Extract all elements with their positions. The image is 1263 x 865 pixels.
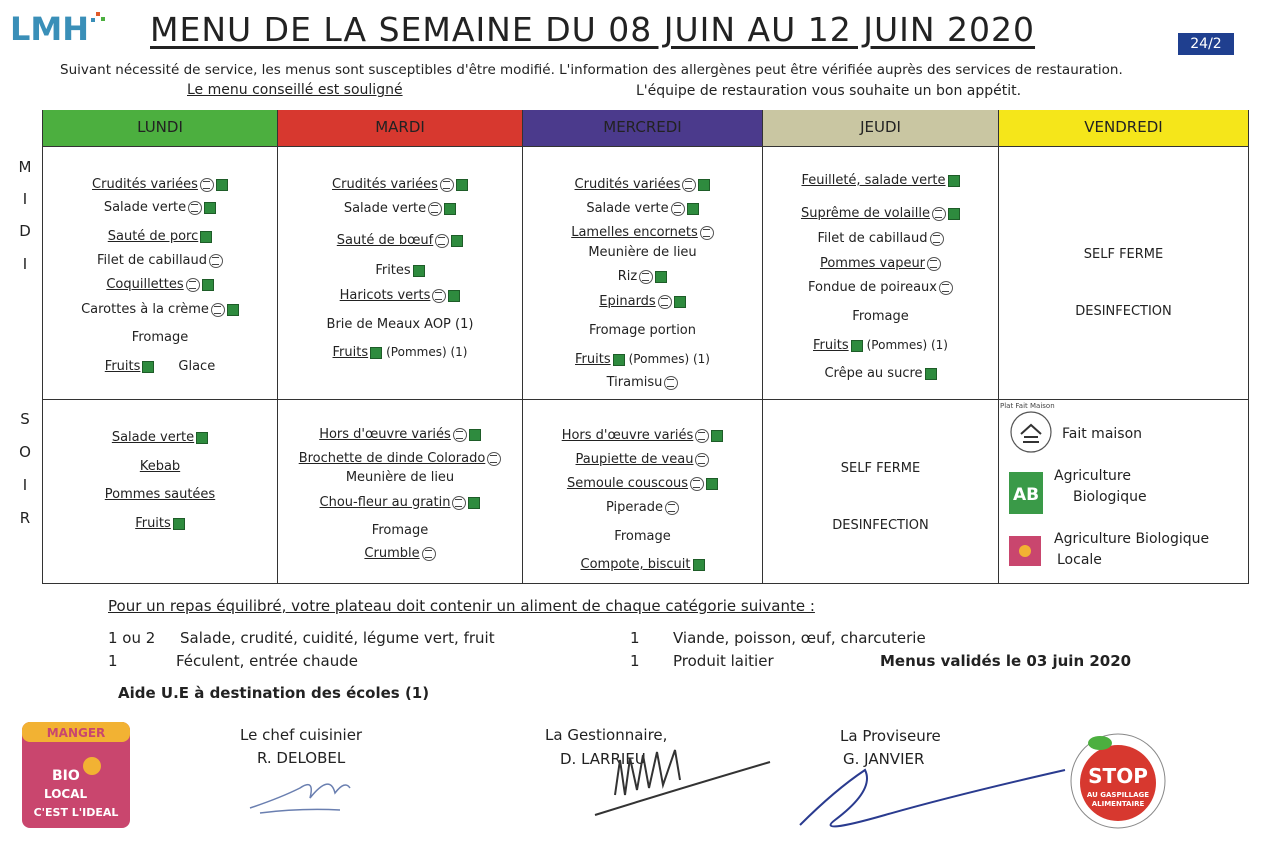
menu-item xyxy=(763,256,998,271)
menu-item xyxy=(523,177,762,192)
signature-name: D. LARRIEU xyxy=(560,750,646,768)
menu-item xyxy=(523,500,762,515)
menu-item xyxy=(523,476,762,491)
soir-letter: R xyxy=(19,509,31,527)
guide-qty: 1 xyxy=(630,652,640,670)
day-header-vendredi: VENDREDI xyxy=(999,110,1248,146)
midi-letter: I xyxy=(22,190,28,208)
menu-item xyxy=(278,177,522,192)
agriculture-bio-icon xyxy=(706,478,718,490)
midi-vendredi-cell xyxy=(999,147,1248,399)
agriculture-bio-icon xyxy=(173,518,185,530)
fait-maison-ring-text: Plat Fait Maison xyxy=(1000,402,1055,410)
fait-maison-icon xyxy=(695,453,709,467)
menu-item xyxy=(278,345,522,360)
fait-maison-icon xyxy=(939,281,953,295)
lmh-logo xyxy=(8,8,108,52)
menu-item-label: Piperade xyxy=(606,500,663,515)
menu-item xyxy=(763,309,998,324)
stop-big: STOP xyxy=(1088,764,1148,788)
menu-item xyxy=(763,206,998,221)
menu-item-extra: Glace xyxy=(178,359,216,374)
menu-item xyxy=(43,302,277,317)
menu-item xyxy=(763,461,998,476)
fait-maison-icon xyxy=(932,207,946,221)
menu-item xyxy=(523,375,762,390)
menu-item-label: Crudités variées xyxy=(574,177,681,192)
menu-item-label: Filet de cabillaud xyxy=(817,231,928,246)
fait-maison-icon xyxy=(422,547,436,561)
menu-item xyxy=(763,366,998,381)
menu-item xyxy=(43,229,277,244)
menu-item-label: Meunière de lieu xyxy=(345,470,455,485)
guide-text: Produit laitier xyxy=(673,652,774,670)
fait-maison-icon xyxy=(690,477,704,491)
appetite-note: L'équipe de restauration vous souhaite un bon appétit. xyxy=(636,83,1022,99)
fait-maison-icon xyxy=(428,202,442,216)
recommended-note: Le menu conseillé est souligné xyxy=(187,82,403,98)
menu-item-label: Fruits xyxy=(135,516,171,531)
page-title: MENU DE LA SEMAINE DU 08 JUIN AU 12 JUIN 2020 xyxy=(150,10,1036,49)
menu-item-label: Brochette de dinde Colorado xyxy=(298,451,486,466)
menu-item xyxy=(999,304,1248,319)
menu-item-label: Coquillettes xyxy=(106,277,184,292)
fait-maison-icon xyxy=(658,295,672,309)
menu-item-label: Hors d'œuvre variés xyxy=(561,428,694,443)
manger-bio-badge xyxy=(22,722,130,828)
soir-letter: O xyxy=(19,443,31,461)
signature-gestionnaire xyxy=(585,740,785,820)
fait-maison-icon xyxy=(432,289,446,303)
manger-l3: C'EST L'IDEAL xyxy=(33,806,119,819)
menu-item xyxy=(763,280,998,295)
fait-maison-icon xyxy=(209,254,223,268)
agriculture-bio-icon xyxy=(216,179,228,191)
fait-maison-icon xyxy=(930,232,944,246)
menu-item-label: Suprême de volaille xyxy=(800,206,931,221)
menu-item-label: Tiramisu xyxy=(606,375,663,390)
fait-maison-icon xyxy=(682,178,696,192)
menu-item-label: Crudités variées xyxy=(92,177,198,192)
manger-top: MANGER xyxy=(46,726,106,740)
soir-letter: I xyxy=(22,476,28,494)
signature-proviseure xyxy=(795,760,1075,840)
agriculture-bio-icon xyxy=(469,429,481,441)
menu-item-label: Haricots verts xyxy=(339,288,431,303)
signature-role: La Proviseure xyxy=(840,727,941,745)
menu-item xyxy=(999,247,1248,262)
menu-item xyxy=(763,518,998,533)
menu-item-label: Crêpe au sucre xyxy=(824,366,923,381)
menu-item-label: SELF FERME xyxy=(840,461,921,476)
menu-item-label: Paupiette de veau xyxy=(575,452,694,467)
menu-item xyxy=(43,459,277,474)
agriculture-bio-icon xyxy=(413,265,425,277)
menu-item-label: Kebab xyxy=(139,459,181,474)
fait-maison-icon xyxy=(435,234,449,248)
signature-name: G. JANVIER xyxy=(843,750,925,768)
day-header-jeudi: JEUDI xyxy=(763,110,999,146)
menu-item-label: Brie de Meaux AOP (1) xyxy=(326,317,474,332)
agriculture-bio-icon xyxy=(227,304,239,316)
menu-item xyxy=(43,330,277,345)
signature-chef xyxy=(240,768,370,818)
agriculture-bio-icon xyxy=(674,296,686,308)
stop-small1: AU GASPILLAGE xyxy=(1086,791,1150,799)
menu-item xyxy=(43,277,277,292)
agriculture-bio-icon xyxy=(948,208,960,220)
menu-item-label: Fruits xyxy=(332,345,369,360)
agriculture-bio-icon xyxy=(202,279,214,291)
menu-item-label: Fromage xyxy=(614,529,671,544)
fait-maison-icon xyxy=(927,257,941,271)
guide-text: Viande, poisson, œuf, charcuterie xyxy=(673,629,926,647)
menu-item xyxy=(278,201,522,216)
stop-gaspillage-badge xyxy=(1062,725,1170,830)
guide-text: Féculent, entrée chaude xyxy=(176,652,358,670)
menu-item-label: Fruits xyxy=(104,359,141,374)
midi-mercredi-cell xyxy=(523,147,762,399)
menu-item xyxy=(278,470,522,485)
menu-item xyxy=(43,487,277,502)
menu-item xyxy=(43,253,277,268)
fait-maison-icon xyxy=(452,496,466,510)
agriculture-bio-icon xyxy=(448,290,460,302)
agriculture-bio-icon xyxy=(444,203,456,215)
menu-item-extra: (Pommes) (1) xyxy=(628,352,710,366)
menu-item-label: Frites xyxy=(375,263,411,278)
menu-item-label: Chou-fleur au gratin xyxy=(319,495,451,510)
legend-ab-line1: Agriculture xyxy=(1054,468,1131,484)
fait-maison-icon xyxy=(188,201,202,215)
menu-item-label: Fromage xyxy=(371,523,429,538)
fait-maison-icon xyxy=(665,501,679,515)
guide-qty: 1 ou 2 xyxy=(108,629,156,647)
menu-item-label: Fromage xyxy=(131,330,189,345)
menu-item-extra: (Pommes) (1) xyxy=(386,345,468,359)
agriculture-bio-icon xyxy=(687,203,699,215)
menu-item-label: Compote, biscuit xyxy=(580,557,691,572)
menu-item xyxy=(523,529,762,544)
menu-item-extra: (Pommes) (1) xyxy=(866,338,948,352)
menu-item xyxy=(523,352,762,367)
stop-small2: ALIMENTAIRE xyxy=(1091,800,1145,808)
menu-item-label: Semoule couscous xyxy=(566,476,689,491)
day-header-lundi: LUNDI xyxy=(43,110,278,146)
soir-mardi-cell xyxy=(278,400,522,583)
agriculture-bio-icon xyxy=(693,559,705,571)
midi-letter: I xyxy=(22,255,28,273)
menu-item-label: Filet de cabillaud xyxy=(96,253,208,268)
agriculture-bio-icon xyxy=(196,432,208,444)
menu-item xyxy=(278,263,522,278)
menu-item-label: Fruits xyxy=(575,352,611,367)
menu-item-label: Fromage xyxy=(852,309,909,324)
menu-item xyxy=(523,201,762,216)
legend-ab-line2: Biologique xyxy=(1073,489,1147,505)
agriculture-bio-icon xyxy=(142,361,154,373)
fait-maison-icon xyxy=(700,226,714,240)
menu-item-label: DESINFECTION xyxy=(1075,304,1172,319)
menu-item-label: Pommes sautées xyxy=(104,487,216,502)
midi-letter: M xyxy=(18,158,32,176)
menu-item-label: Lamelles encornets xyxy=(571,225,698,240)
menu-item xyxy=(278,288,522,303)
menu-item xyxy=(763,338,998,353)
signature-name: R. DELOBEL xyxy=(257,749,346,767)
menu-item xyxy=(278,495,522,510)
menu-item xyxy=(763,231,998,246)
week-badge: 24/2 xyxy=(1178,33,1234,55)
midi-lundi-cell xyxy=(43,147,277,399)
agriculture-bio-icon xyxy=(851,340,863,352)
legend xyxy=(999,400,1248,583)
fait-maison-icon xyxy=(440,178,454,192)
menu-item-label: Salade verte xyxy=(586,201,669,216)
fait-maison-icon xyxy=(671,202,685,216)
day-header-mardi: MARDI xyxy=(278,110,523,146)
menu-item xyxy=(43,430,277,445)
menu-item xyxy=(523,245,762,260)
menu-item xyxy=(523,225,762,240)
menu-item-label: Hors d'œuvre variés xyxy=(319,427,451,442)
menu-item-label: Crumble xyxy=(364,546,420,561)
menu-item-label: Fromage portion xyxy=(588,323,696,338)
menu-item-label: Crudités variées xyxy=(332,177,438,192)
fait-maison-icon xyxy=(664,376,678,390)
fait-maison-icon xyxy=(1009,410,1053,454)
fait-maison-icon xyxy=(211,303,225,317)
agriculture-bio-icon xyxy=(655,271,667,283)
menu-item xyxy=(43,516,277,531)
svg-text:AB: AB xyxy=(1012,485,1040,505)
menu-item xyxy=(523,294,762,309)
guide-text: Salade, crudité, cuidité, légume vert, fruit xyxy=(180,629,495,647)
menu-item-label: Epinards xyxy=(599,294,656,309)
menu-item-label: Pommes vapeur xyxy=(819,256,926,271)
menu-item-label: DESINFECTION xyxy=(832,518,929,533)
agriculture-bio-icon xyxy=(468,497,480,509)
menu-item-label: Feuilleté, salade verte xyxy=(801,173,946,188)
midi-jeudi-cell xyxy=(763,147,998,399)
menu-item xyxy=(278,546,522,561)
menu-item-label: Fruits xyxy=(813,338,849,353)
menu-item xyxy=(523,452,762,467)
guide-qty: 1 xyxy=(108,652,118,670)
guide-qty: 1 xyxy=(630,629,640,647)
agriculture-bio-icon xyxy=(711,430,723,442)
agriculture-bio-icon xyxy=(698,179,710,191)
menu-item xyxy=(763,173,998,188)
agriculture-bio-icon xyxy=(200,231,212,243)
guide-heading: Pour un repas équilibré, votre plateau doit contenir un aliment de chaque catégorie suivante : xyxy=(108,597,815,615)
menu-item xyxy=(523,269,762,284)
agriculture-bio-icon xyxy=(370,347,382,359)
soir-letter: S xyxy=(20,410,30,428)
soir-lundi-cell xyxy=(43,400,277,583)
menu-item xyxy=(278,427,522,442)
fait-maison-icon xyxy=(200,178,214,192)
menu-item xyxy=(523,323,762,338)
day-header-mercredi: MERCREDI xyxy=(523,110,763,146)
signature-role: La Gestionnaire, xyxy=(545,726,668,744)
manger-l1: BIO xyxy=(52,768,80,784)
aide-ue: Aide U.E à destination des écoles (1) xyxy=(118,684,430,702)
fait-maison-icon xyxy=(695,429,709,443)
menu-item-label: Sauté de porc xyxy=(107,229,199,244)
agriculture-bio-icon xyxy=(925,368,937,380)
soir-mercredi-cell xyxy=(523,400,762,583)
menu-item xyxy=(278,523,522,538)
agriculture-bio-icon xyxy=(204,202,216,214)
menu-item xyxy=(43,359,277,374)
menu-item-label: Meunière de lieu xyxy=(588,245,697,260)
ab-logo-icon xyxy=(1009,472,1043,514)
menu-item xyxy=(43,177,277,192)
fait-maison-icon xyxy=(186,278,200,292)
menu-item-label: Riz xyxy=(617,269,638,284)
menu-item-label: SELF FERME xyxy=(1083,247,1164,262)
agriculture-bio-icon xyxy=(456,179,468,191)
validated-date: Menus validés le 03 juin 2020 xyxy=(880,652,1132,670)
legend-local-line2: Locale xyxy=(1057,552,1102,568)
menu-item xyxy=(43,200,277,215)
soir-jeudi-cell xyxy=(763,400,998,583)
agriculture-bio-icon xyxy=(451,235,463,247)
bio-locale-icon xyxy=(1009,536,1041,566)
menu-item-label: Carottes à la crème xyxy=(81,302,209,317)
agriculture-bio-icon xyxy=(948,175,960,187)
menu-item xyxy=(523,428,762,443)
midi-mardi-cell xyxy=(278,147,522,399)
menu-item xyxy=(523,557,762,572)
agriculture-bio-icon xyxy=(613,354,625,366)
legend-fait-maison: Fait maison xyxy=(1062,426,1143,442)
menu-item xyxy=(278,233,522,248)
midi-letter: D xyxy=(19,222,31,240)
menu-item-label: Salade verte xyxy=(343,201,427,216)
menu-item-label: Salade verte xyxy=(111,430,195,445)
service-note: Suivant nécessité de service, les menus sont susceptibles d'être modifié. L'information des allergènes peut être vérifiée auprès des services de restauration. xyxy=(60,62,1123,78)
manger-l2: LOCAL xyxy=(44,787,88,801)
menu-item-label: Salade verte xyxy=(103,200,187,215)
fait-maison-icon xyxy=(639,270,653,284)
fait-maison-icon xyxy=(453,428,467,442)
fait-maison-icon xyxy=(487,452,501,466)
menu-item xyxy=(278,451,522,466)
menu-item-label: Fondue de poireaux xyxy=(808,280,937,295)
signature-role: Le chef cuisinier xyxy=(240,726,363,744)
menu-item xyxy=(278,317,522,332)
legend-local-line1: Agriculture Biologique xyxy=(1054,531,1210,547)
logo-text: LMH xyxy=(10,10,90,48)
menu-item-label: Sauté de bœuf xyxy=(336,233,434,248)
